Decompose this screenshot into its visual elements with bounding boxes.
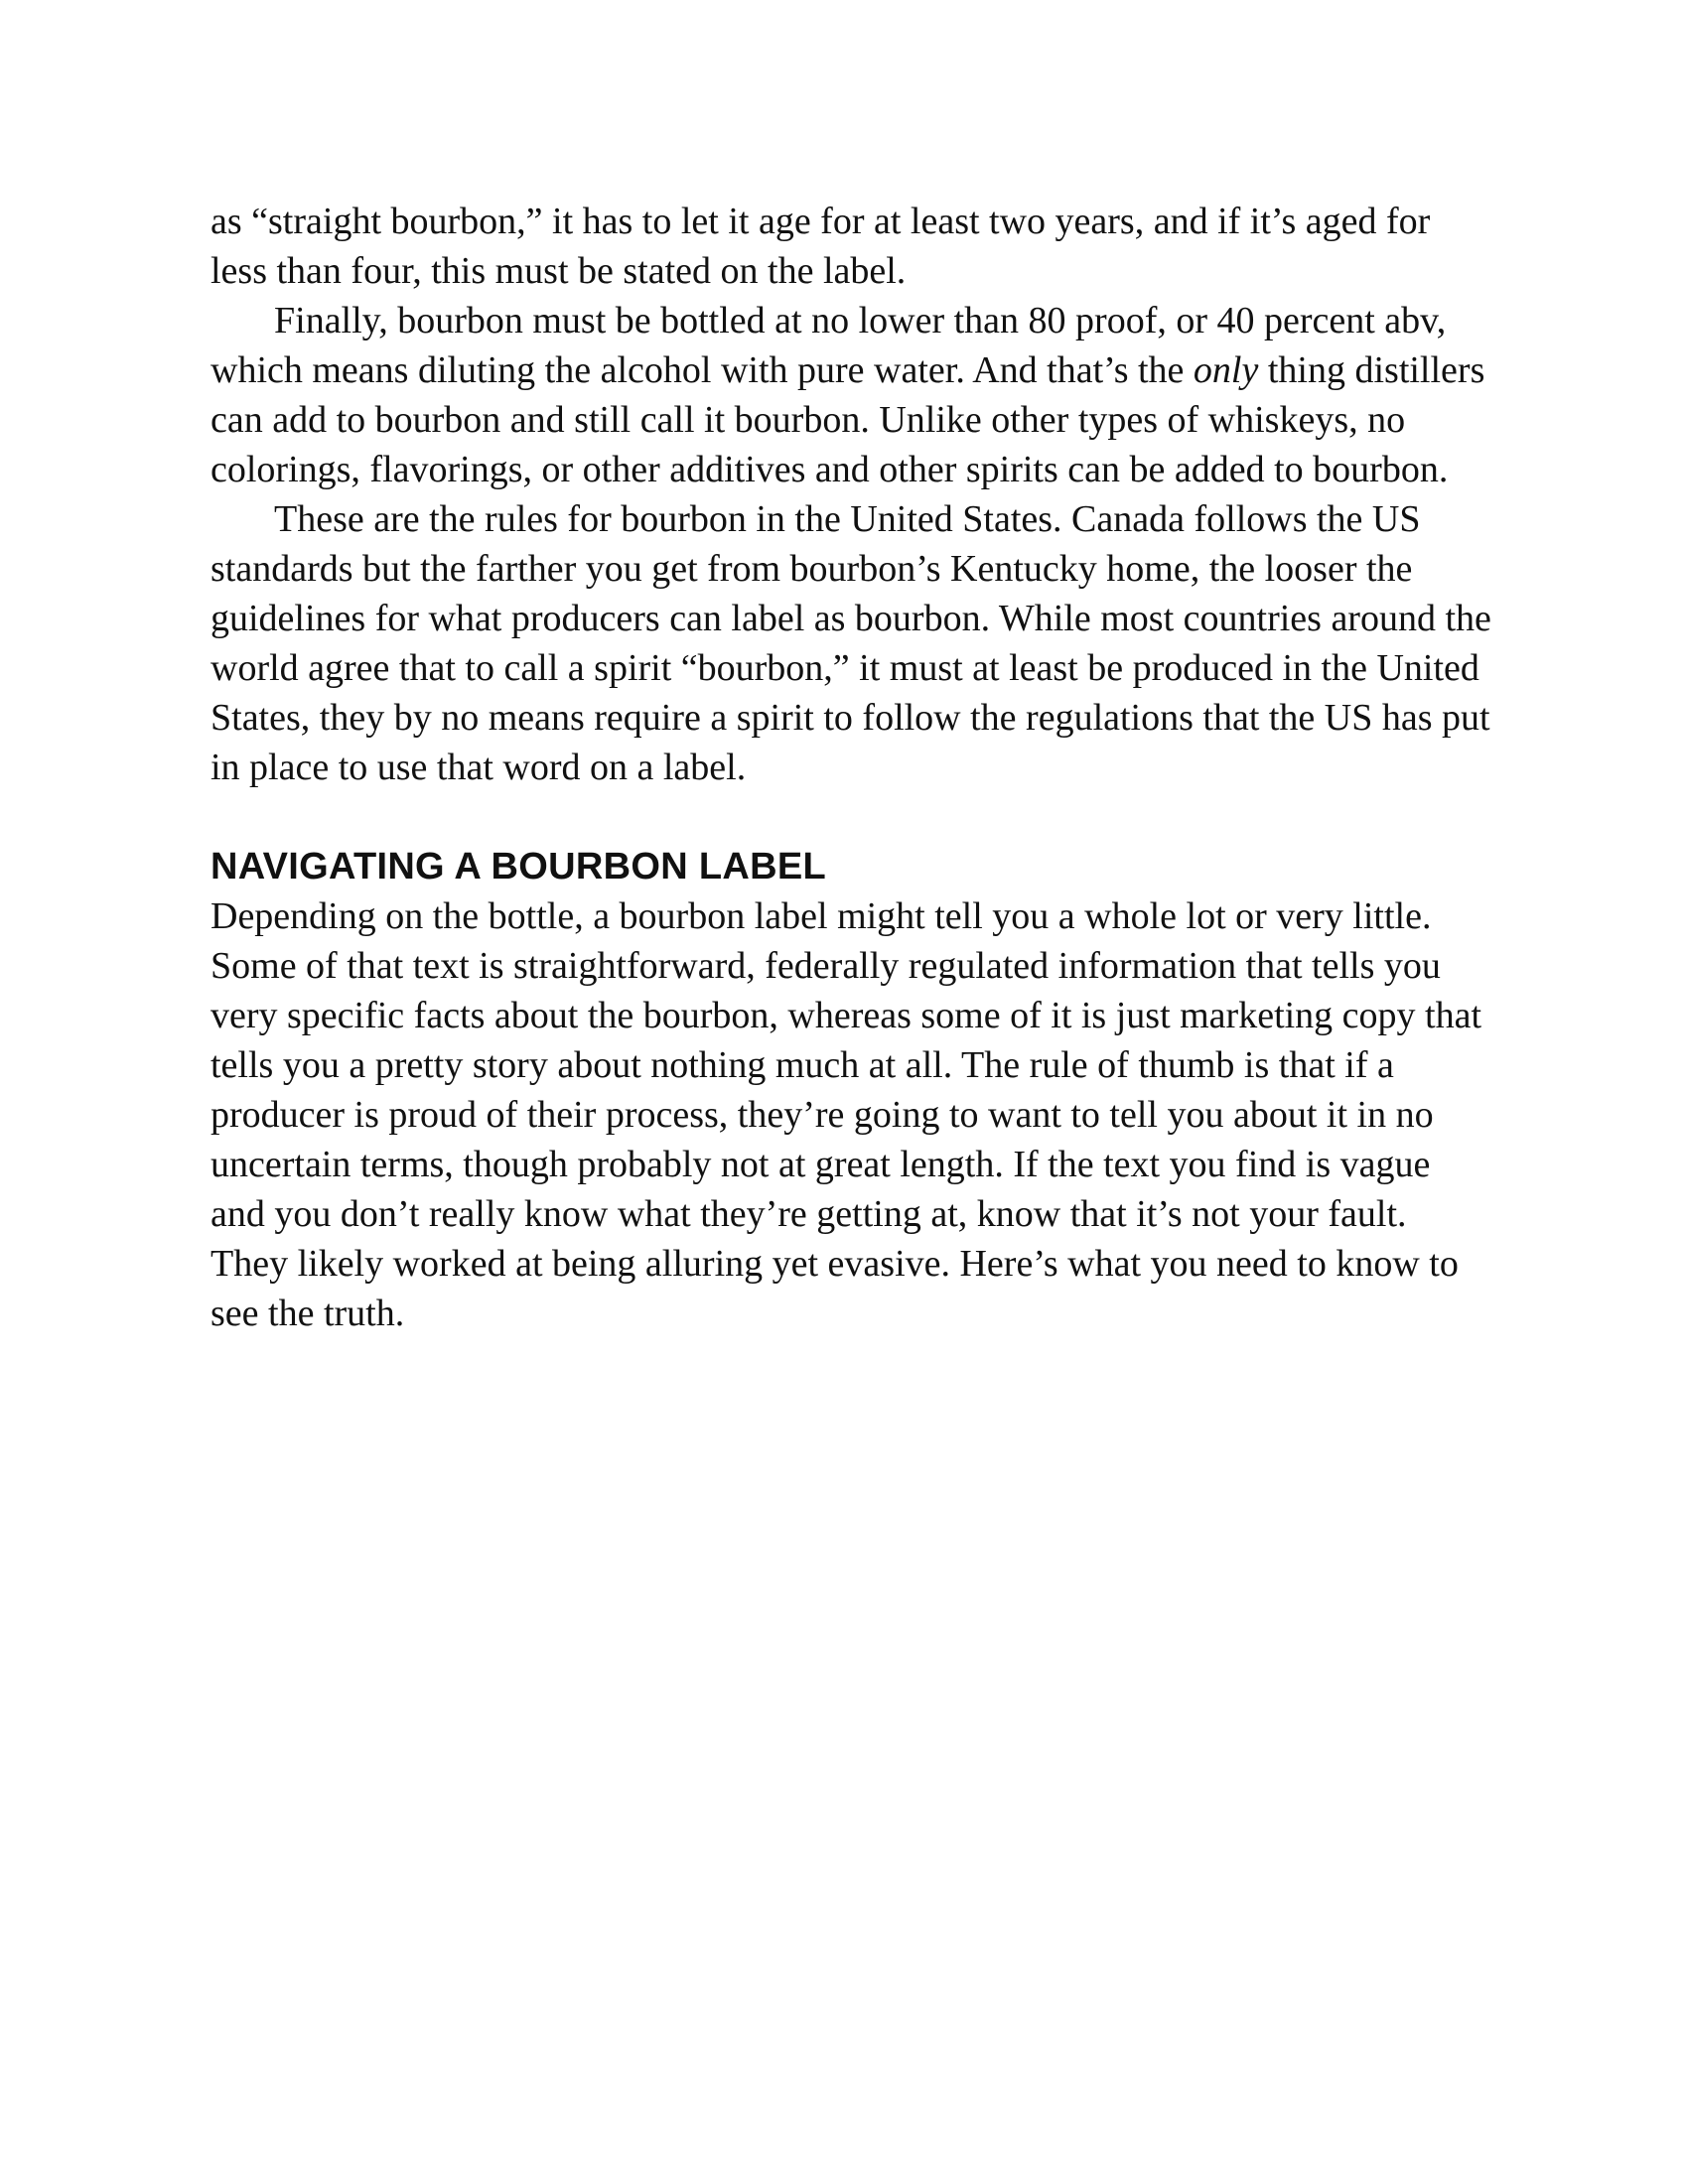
paragraph-us-rules: These are the rules for bourbon in the United States. Canada follows the US standards but the farther you get from bourbon’s Kentucky home, the looser the guidelines for what producers can label as bourbon. While most countries around the world agree that to call a spirit “bourbon,” it must at least be produced in the United States, they by no means require a spirit to follow the regulations that the US has put in place to use that word on a label. (211, 498, 1491, 788)
page-body (211, 197, 1491, 1338)
paragraph-bottling-proof-start: Finally, bourbon must be bottled at no lower than 80 proof, or 40 percent abv, which means diluting the alcohol with pure water. And that’s the (211, 300, 1447, 391)
paragraph-bottling-proof-end: thing distillers can add to bourbon and still call it bourbon. Unlike other types of whiskeys, no colorings, flavorings, or other additives and other spirits can be added to bourbon. (211, 349, 1485, 490)
section-heading: NAVIGATING A BOURBON LABEL (211, 846, 826, 887)
paragraph-navigating-label: Depending on the bottle, a bourbon label might tell you a whole lot or very little. Some of that text is straightforward, federally regulated information that tells you very specific facts about the bourbon, whereas some of it is just marketing copy that tells you a pretty story about nothing much at all. The rule of thumb is that if a producer is proud of their process, they’re going to want to tell you about it in no uncertain terms, though probably not at great length. If the text you find is vague and you don’t really know what they’re getting at, know that it’s not your fault. They likely worked at being alluring yet evasive. Here’s what you need to know to see the truth. (211, 895, 1482, 1334)
emphasis-only: only (1193, 349, 1259, 391)
paragraph-bottling-proof (211, 296, 1491, 494)
paragraph-straight-bourbon: as “straight bourbon,” it has to let it age for at least two years, and if it’s aged for less than four, this must be stated on the label. (211, 201, 1431, 292)
